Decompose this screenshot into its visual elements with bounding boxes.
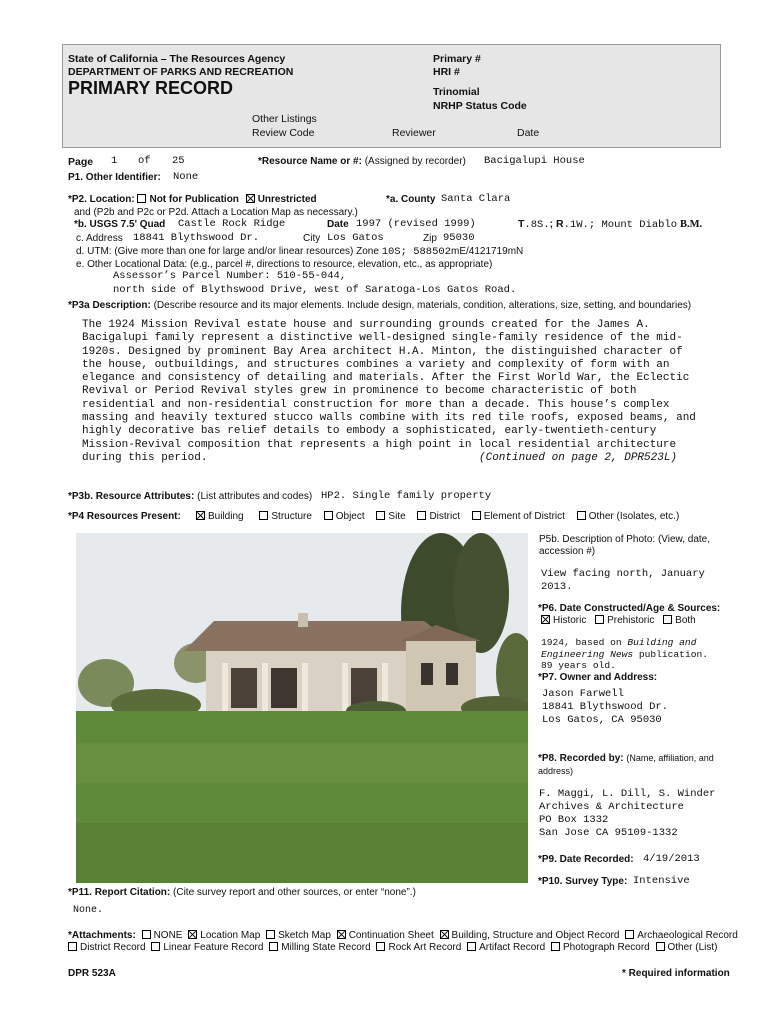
address-label: c. Address [76,233,123,244]
p8-value [539,788,715,840]
owner-address-1: 18841 Blythswood Dr. [542,701,669,713]
p3b-note: (List attributes and codes) [197,491,313,502]
p8-note: (Name, affiliation, and address) [538,753,714,776]
other-list-label: Other (List) [667,942,718,953]
recorder-city: San Jose CA 95109-1332 [539,827,678,839]
site-checkbox[interactable] [376,511,385,520]
county-value: Santa Clara [441,193,511,205]
p11-value: None. [73,905,104,916]
element-of-district-checkbox[interactable] [472,511,481,520]
p6-line3: 89 years old. [541,660,616,671]
p3a-line: residential and non-residential construction for more than a decade. This house’s complex [82,398,670,411]
milling-state-record-checkbox[interactable] [269,942,278,951]
quad-date-value: 1997 (revised 1999) [356,218,476,230]
p3a-line: highly decorative bas relief details to embody a sophisticated, early-twentieth-century [82,425,657,438]
owner-name: Jason Farwell [542,688,624,700]
p9-label: *P9. Date Recorded: [538,854,634,865]
linear-feature-record-label: Linear Feature Record [163,942,264,953]
p8-label: *P8. Recorded by: [538,753,624,764]
other-list-checkbox[interactable] [656,942,665,951]
historic-label: Historic [553,615,587,626]
attachments-label: *Attachments: [68,930,136,941]
archaeological-record-checkbox[interactable] [625,930,634,939]
address-value: 18841 Blythswood Dr. [133,232,260,244]
bm-label: B.M. [680,219,703,230]
p7-value [542,688,668,727]
city-value: Los Gatos [327,232,384,244]
county-label: *a. County [386,194,436,205]
district-record-checkbox[interactable] [68,942,77,951]
attachments-row-2 [68,942,718,953]
utm-zone-value: 10S; 588502 [381,246,452,258]
p10-label: *P10. Survey Type: [538,876,628,887]
p6-line1b: Building and [627,637,697,648]
p3b-value: HP2. Single family property [321,490,492,502]
township-label: T [518,218,525,230]
element-of-district-label: Element of District [483,511,565,522]
sketch-map-checkbox[interactable] [266,930,275,939]
review-code: Review Code [252,127,315,139]
p9-value: 4/19/2013 [643,853,700,865]
prehistoric-checkbox[interactable] [595,615,604,624]
page-title: PRIMARY RECORD [68,78,234,98]
location-map-label: Location Map [200,930,261,941]
p5b-value-1: View facing north, January [541,568,705,580]
other-listings: Other Listings [252,113,317,125]
continuation-sheet-checkbox[interactable] [337,930,346,939]
meridian-value: ; Mount Diablo [588,219,678,231]
other-locational-1: Assessor’s Parcel Number: 510-55-044, [113,270,347,282]
rock-art-record-label: Rock Art Record [388,942,462,953]
p6-line2a: Engineering News [541,648,634,660]
primary-number: Primary # [433,53,481,65]
range-value: .1W. [563,219,589,231]
zip-value: 95030 [443,232,475,244]
p3a-line: The 1924 Mission Revival estate house and surrounding grounds created for the James A. [82,319,650,331]
archaeological-record-label: Archaeological Record [637,930,738,941]
house-photo [76,533,528,883]
department: DEPARTMENT OF PARKS AND RECREATION [68,66,294,78]
none-checkbox[interactable] [142,930,151,939]
nrhp-status: NRHP Status Code [433,100,527,112]
structure-checkbox[interactable] [259,511,268,520]
range-label: ; R [549,218,564,230]
page-total: 25 [172,155,185,167]
utm-me-value: mE/4121719mN [451,246,524,257]
township-value: .8S. [524,219,550,231]
p11-note: (Cite survey report and other sources, or enter “none”.) [173,887,416,898]
p3a-line: Mission-Revival composition that represents a high point in local residential architecture [82,438,677,451]
p6-value [541,637,708,672]
not-for-publication-label: Not for Publication [149,194,239,205]
other-locational-2: north side of Blythswood Drive, west of Saratoga-Los Gatos Road. [113,284,517,296]
continuation-sheet-label: Continuation Sheet [348,930,434,941]
recorder-firm: Archives & Architecture [539,801,684,813]
photograph-record-checkbox[interactable] [551,942,560,951]
sketch-map-label: Sketch Map [278,930,331,941]
p5b-value-2: 2013. [541,581,573,593]
building-label: Building [208,511,244,522]
prehistoric-label: Prehistoric [607,615,655,626]
quad-label: *b. USGS 7.5' Quad [74,219,166,230]
district-record-label: District Record [80,942,146,953]
none-label: NONE [153,930,183,941]
city-label: City [303,233,321,244]
page-number: 1 [111,155,118,167]
p3a-description [82,319,696,465]
p7-label: *P7. Owner and Address: [538,672,658,683]
building-checkbox[interactable] [196,511,205,520]
unrestricted-label: Unrestricted [257,194,317,205]
object-checkbox[interactable] [324,511,333,520]
p3a-line: Bacigalupi family represent a distinctive well-designed single-family residence of the mid- [82,332,683,345]
district-label: District [429,511,460,522]
p1-label: P1. Other Identifier: [68,172,161,183]
building-record-label: Building, Structure and Object Record [451,930,620,941]
p3a-line: massing and heavily textured stucco walls combine with its red tile roofs, exposed beams, and [82,412,696,425]
p10-value: Intensive [633,875,690,887]
p3a-label: *P3a Description: [68,300,151,311]
p1-value: None [173,171,199,183]
resource-name-note: (Assigned by recorder) [364,156,466,167]
quad-date-label: Date [327,219,349,230]
p11-label: *P11. Report Citation: [68,887,171,898]
resource-name-label: *Resource Name or #: [258,156,362,167]
attachments-row-1 [68,930,738,941]
form-number: DPR 523A [68,968,116,979]
p2-and-note: and (P2b and P2c or P2d. Attach a Location Map as necessary.) [74,207,358,218]
p3a-line: 1920s. Designed by prominent Bay Area architect H.A. Minton, the distinguished character of [82,345,683,358]
milling-state-record-label: Milling State Record [281,942,371,953]
utm-label: d. UTM: (Give more than one for large and/or linear resources) Zone [76,246,379,257]
building-record-checkbox[interactable] [440,930,449,939]
p6-line2b: publication. [633,648,708,660]
artifact-record-label: Artifact Record [479,942,546,953]
p3a-line: elegance and consistency of detailing and materials. After the First World War, the Eclectic [82,372,690,385]
other-locational-label: e. Other Locational Data: (e.g., parcel #, directions to resource, elevation, etc., as appropriate) [76,259,493,270]
structure-label: Structure [271,511,312,522]
p6-label: *P6. Date Constructed/Age & Sources: [538,603,721,614]
header-date: Date [517,127,540,139]
historic-checkbox[interactable] [541,615,550,624]
owner-address-2: Los Gatos, CA 95030 [542,714,662,726]
other-resource-checkbox[interactable] [577,511,586,520]
page-label: Page [68,156,94,168]
both-label: Both [675,615,696,626]
other-resource-label: Other (Isolates, etc.) [588,511,680,522]
p3a-continued: (Continued on page 2, DPR523L) [479,452,678,464]
both-checkbox[interactable] [663,615,672,624]
agency: State of California – The Resources Agency [68,53,286,65]
not-for-publication-checkbox[interactable] [137,194,146,203]
resource-name-value: Bacigalupi House [484,155,585,167]
district-checkbox[interactable] [417,511,426,520]
recorders: F. Maggi, L. Dill, S. Winder [539,788,716,800]
rock-art-record-checkbox[interactable] [376,942,385,951]
photograph-record-label: Photograph Record [562,942,650,953]
p2-label: *P2. Location: [68,194,135,205]
location-map-checkbox[interactable] [188,930,197,939]
p5b-label: P5b. Description of Photo: (View, date, accession #) [539,534,711,557]
quad-value: Castle Rock Ridge [178,218,286,230]
p3a-line: during this period. [82,451,208,464]
p3a-line: Revival or Period Revival styles grew in prominence to become characteristic of both [82,385,637,398]
p6-line1a: 1924, based on [541,637,628,648]
unrestricted-checkbox[interactable] [246,194,255,203]
reviewer: Reviewer [392,127,436,139]
p3b-label: *P3b. Resource Attributes: [68,491,195,502]
recorder-po-box: PO Box 1332 [539,814,609,826]
artifact-record-checkbox[interactable] [467,942,476,951]
required-info-note: * Required information [622,968,730,979]
hri-number: HRI # [433,66,460,78]
object-label: Object [335,511,365,522]
trinomial: Trinomial [433,86,480,98]
p3a-note: (Describe resource and its major elements. Include design, materials, condition, alterations, size, setting, and boundaries) [153,300,692,311]
linear-feature-record-checkbox[interactable] [151,942,160,951]
page-of: of [138,155,151,167]
p4-options [196,511,679,522]
site-label: Site [388,511,406,522]
p4-label: *P4 Resources Present: [68,511,181,522]
p3a-line: the house, outbuildings, and structures combines a variety and complexity of form with an [82,358,670,371]
zip-label: Zip [423,233,437,244]
